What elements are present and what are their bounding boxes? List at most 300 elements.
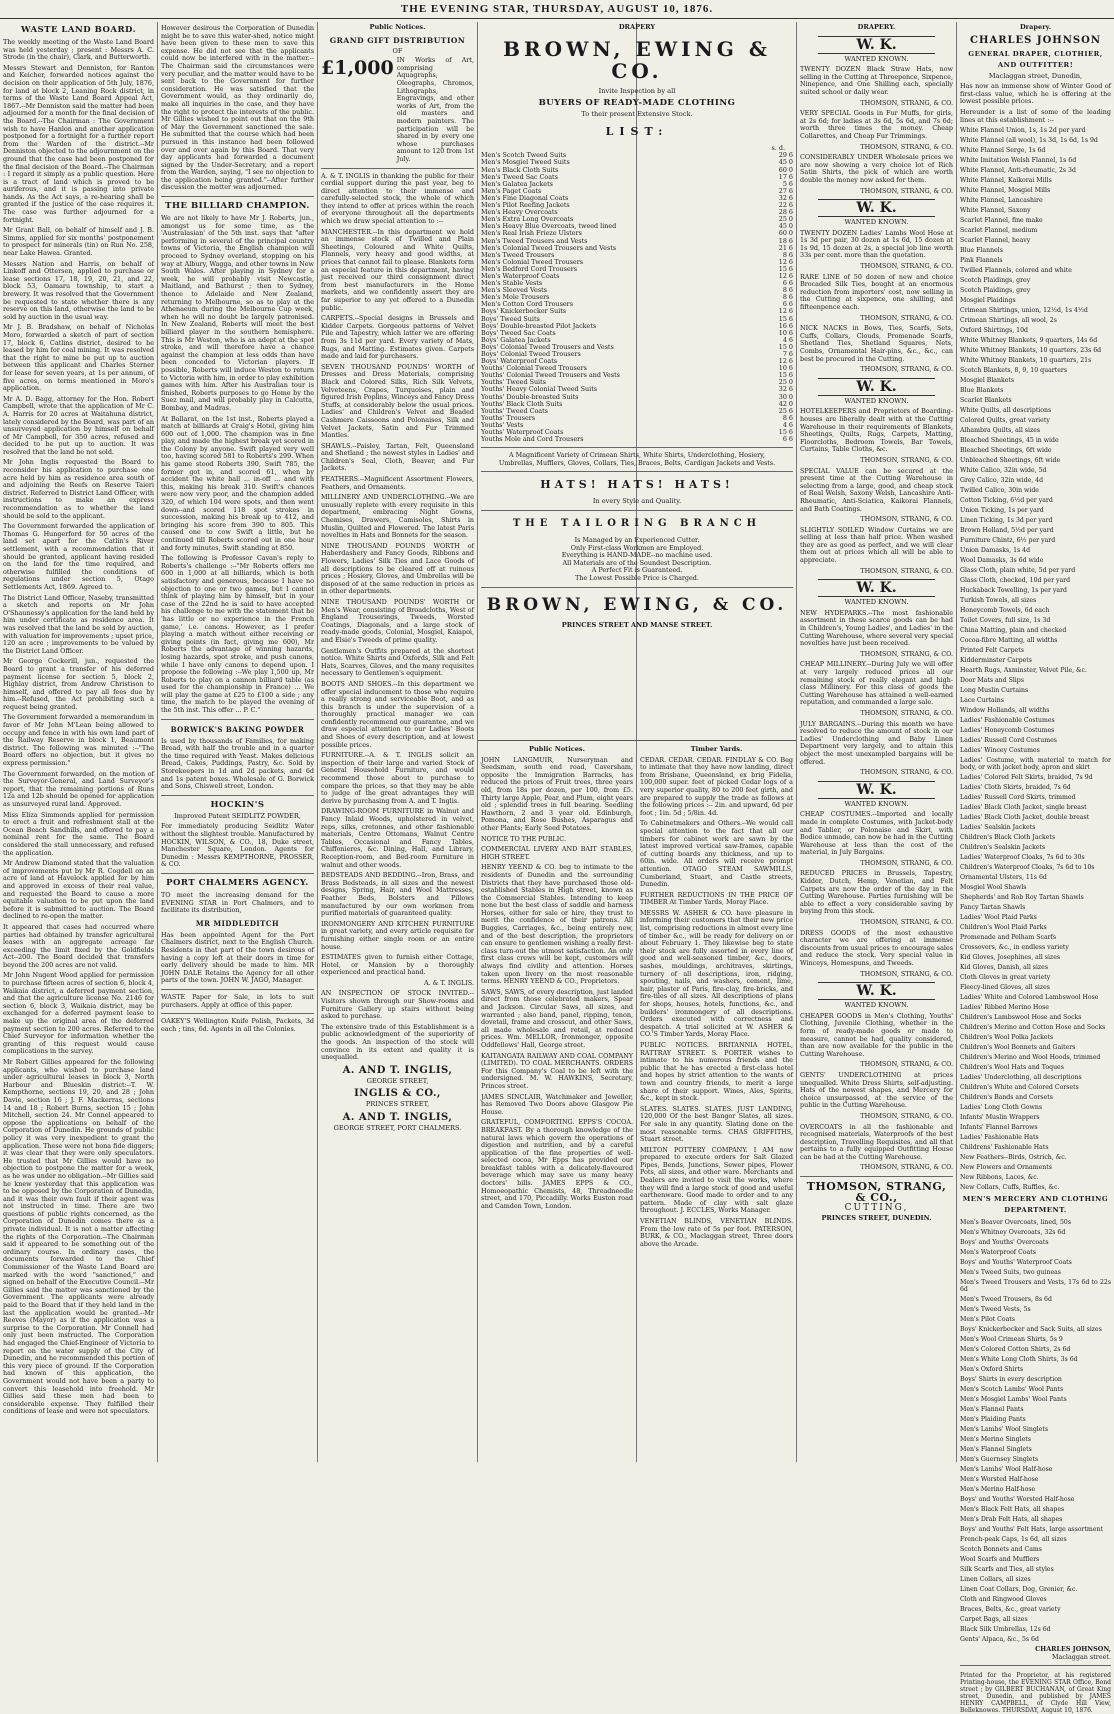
- wk-ad: CHEAP MILLINERY.--During July we will offer at very largely reduced prices all our remaining stock of really elegant and high-class Millinery. For this class of goods the Cutting Warehouse has attained a well-earned reputation, and commanded a large sale.: [800, 660, 953, 707]
- tailoring-line: Everything is HAND-MADE--no machine used.: [561, 551, 713, 560]
- list-item: White Whitney Blankets, 9 quarters, 14s 6d: [960, 337, 1098, 345]
- list-item: Ladies' Black Cloth Jacket, double breast: [960, 814, 1090, 822]
- item-name: Men's Extra Long Overcoats: [481, 215, 574, 224]
- list-item: Ladies' Honeycomb Costumes: [960, 727, 1055, 735]
- article-continued: [161, 25, 314, 192]
- wk-ad: VERY SPECIAL Goods in Fur Muffs, for girls, at 2s 6d; for ladies at 3s 6d, 5s 6d, and 7s 6d; worth three times the money. Cheap Collarettes, and Cheap Fur Trimmings.: [800, 109, 953, 140]
- list-item: White Flannel, Lancashire: [960, 197, 1043, 205]
- wk-signature: THOMSON, STRANG, & CO.: [860, 313, 953, 322]
- item-name: Youths Mole and Cord Trousers: [481, 435, 584, 444]
- wk-ad: HOTELKEEPERS and Proprietors of Boarding-houses are liberally dealt with at the Cutting Warehouse in their requirements of Blankets, Sheetings, Quilts, Rugs, Carpets, Matting, Floorcloths, Bedroom Towels, Bar Towels, Curtains, Table Cloths, &c.: [800, 407, 953, 454]
- wk-signature: THOMSON, STRANG, & CO.: [860, 365, 953, 374]
- list-item: Linen Collars, all sizes: [960, 1576, 1031, 1584]
- ad-heading: GRAND GIFT DISTRIBUTION: [329, 35, 466, 45]
- item-price: 10 6: [778, 364, 793, 373]
- list-item: Children's Wool Plaid Parks: [960, 924, 1047, 932]
- tailoring-line: The Lowest Possible Price is Charged.: [575, 573, 699, 582]
- item-price: 7 6: [782, 350, 793, 358]
- column-charles-johnson: [957, 22, 1114, 1714]
- wk-signature: THOMSON, STRANG, & CO.: [860, 262, 953, 271]
- paragraph: However desirous the Corporation of Dunedin might be to save this water-shed, notice might have been given to these men to save this expense. He did not see that the applicants could now be interfered with in the matter.--The Chairman said the circumstances were very peculiar, and the matter would have to be sent back to the Government for further consideration. He was satisfied that the Government would, as they ordinarily do, make all inquiries in the case, and they have the right to protect the interests of the public. Mr Gillies wished to point out that on the 9th of May the Government sanctioned the sale. He submitted that the course which had been pursued in this instance had been followed over and over again by this Board. That very day applicants had forwarded a document signed by the Under-Secretary, and a report from the Warden, saying, "I see no objection to the application being granted."--After further discussion the matter was adjourned.: [161, 24, 314, 192]
- list-item: Scotch Blankets, 8, 9, 10 quarters: [960, 367, 1067, 375]
- list-item: Wool Damasks, 3s 6d wide: [960, 557, 1044, 565]
- item-price: 12 6: [778, 257, 793, 266]
- list-item: Fleecy-lined Gloves, all sizes: [960, 984, 1050, 992]
- list-item: Men's Merino Half-hose: [960, 1486, 1036, 1494]
- timber-ad: MESSRS W. ASHER & CO. have pleasure in informing their customers that their new price list, comprising reductions in almost every line of timber &c., will be ready for delivery on or about February 1. They likewise beg to state their stock are fully assorted in every line of good and well-seasoned timber, &c., doors, sashes, mouldings, architraves, skirtings, turnery of all descriptions, iron, ridging, spouting, nails, and washers, cement, lime, hair, plaster of Paris, fire-clay, fire-bricks, and fire-tiles of all sizes. All descriptions of plans for shops, houses, hotels, functions, &c., and builders' ironmongery of all descriptions. Orders executed with correctness and despatch. A trial solicited at W. ASHER & CO.'S Timber Yards, Moray Place.: [640, 908, 793, 1039]
- divider: [161, 719, 314, 720]
- column-wk: [797, 22, 956, 1462]
- list-item: Men's Oxford Shirts: [960, 1366, 1024, 1374]
- list-item: Ladies' Colored Felt Skirts, braided, 7s 9d: [960, 774, 1093, 782]
- paragraph: The following is Professor Cavan's reply to Roberts's challenge :--"Mr Roberts offers me 600 in 1,000 at all billiards, which is both satisfactory and generous, because I have no objection to one or two games, but I cannot think of playing him by himself, but in your case of the 22nd he is said to have accepted his challenge to me with the statement that he 'has little or no experience in the French game,' i.e. canons. However, as I prefer playing a match without either receiving or giving points (in fact, giving me 600), Mr Roberts the advantage of winning hazards, losing hazards, spot stroke, and push canons, while I have only canons to depend upon. I propose the following :--We play 1,500 up, Mr Roberts to play on a cannon billiard table (as used for the championship in France) ... We will play the game at £25 to £100 a side ; any time, the match to be played the evening of the 5th inst. This offer ... P. C.": [161, 554, 314, 715]
- department-paragraph: NINE THOUSAND POUNDS' WORTH Of Men's Wear, consisting of Broadcloths, West of England Trouserings, Tweeds, Worsted Coatings, Diagonals, and a large stock of ready-made goods, Colonial, Mosgiel, Kaiapoi, and Elsie's Tweeds of prime quality.: [321, 597, 474, 644]
- advertiser-address: Maclaggan street, Dunedin,: [988, 71, 1083, 80]
- paragraph: At Ballarat, on the 1st inst., Roberts played a match at billiards at Craig's Hotel, giving him 600 out of 1,000. The champion was in fine play, and made the highest break yet scored in the Colony by anyone. Swift played very well too, having scored 581 to Roberts's 299. When his game stood Roberts 390, Swift 785, the former got in, and scored 61, when by accident the white ball ... in-off ... and with this, making his break 310. Swift's chances were now very poor, and the champion added 320, of which 104 were spots, and then went down--and scored 118 spot strokes in succession, making his break up to 412, and bringing his score from 390 to 805. This caused one to cow Swift a little, but he continued till Roberts scored out in one hour and forty minutes, Swift standing at 850.: [161, 414, 314, 552]
- list-item: Pink Flannels: [960, 257, 1003, 265]
- wk-signature: THOMSON, STRANG, & CO.: [860, 1060, 953, 1069]
- list-item: Childrens' Fashionable Hats: [960, 1144, 1049, 1152]
- footer-firm: THOMSON, STRANG, & CO.,: [806, 1180, 947, 1205]
- item-price: 16 6: [778, 321, 793, 330]
- list-item: Men's Scotch Lambs' Wool Pants: [960, 1386, 1064, 1394]
- section-label: DRAPERY: [618, 23, 656, 31]
- paragraph: Mr Grant Ball, on behalf of himself and J. B. Simms, applied for six months' postponement to prospect for minerals (tin) on Run No. 258, near Lake Hawea. Granted.: [3, 226, 154, 258]
- section-label: Public Notices.: [529, 745, 585, 753]
- department-paragraph: FURNITURE.--A. & T. INGLIS solicit an inspection of their large and varied Stock of General Household Furniture, and would recommend those about to purchase to compare the prices, so that they may be able to judge of the great advantages they will derive by purchasing from A. and T. Inglis.: [321, 751, 474, 805]
- wk-ad: RARE LINE of 50 dozen of new and choice Brocaded Silk Ties, bought at an enormous reduction from importers' cost, now selling in the Cutting at sixpence, one shilling, and fifteenpence each.: [800, 272, 953, 312]
- list-item: Children's Lambswool Hose and Socks: [960, 1014, 1082, 1022]
- divider: [161, 873, 314, 874]
- list-item: Scarlet Flannel, heavy: [960, 237, 1031, 245]
- notice-ad: HENRY YEEND & CO. beg to intimate to the residents of Dunedin and the surrounding Districts that they have purchased those old-established Stables in High street, known as the Commercial Stables. Intending to keep none but the best class of saddle and harness Horses, either for sale or hire, they trust to merit the confidence of their patrons. All Buggies, Carriages, &c., being entirely new, and of the best description, the proprietors can ensure to gentlemen wishing a really first-class turn-out the utmost satisfaction. An only first class crews will be kept, customers will always find civility and attention. Horses taken upon livery on the most reasonable terms. HENRY YEEND & CO., Proprietors.: [481, 863, 633, 986]
- list-item: French-peak Caps, 1s 6d, all sizes: [960, 1536, 1067, 1544]
- item-price: 10 6: [778, 328, 793, 337]
- list-item: Men's Black Felt Hats, all shapes: [960, 1506, 1065, 1514]
- timber-ad: FURTHER REDUCTIONS IN THE PRICE OF TIMBER At Timber Yards, Moray Place.: [640, 890, 793, 907]
- list-item: Scarlet Blankets: [960, 397, 1012, 405]
- wk-signature: THOMSON, STRANG, & CO.: [860, 708, 953, 717]
- list-item: Scotch Plaidings, grey: [960, 277, 1031, 285]
- list-item: Oxford Shirtings, 10d: [960, 327, 1028, 335]
- wk-ad: SPECIAL VALUE can be secured at the present time at the Cutting Warehouse in selecting from a large, good, and cheap stock of Real Welsh, Saxony Welsh, Lancashire Anti-Rheumatic, Anti-Sciatica, Kaikorai Flannels, and Bath Coatings.: [800, 466, 953, 513]
- wk-heading: W. K.: [818, 36, 935, 54]
- item-name: Boys' Tweed Suits: [481, 314, 540, 323]
- clothing-price-list: [481, 152, 793, 443]
- footer-address: PRINCES STREET, DUNEDIN.: [821, 1213, 932, 1222]
- divider: [481, 471, 793, 472]
- signature: CHARLES JOHNSON,: [1035, 1645, 1111, 1654]
- list-item: Boys' and Youths' Waterproof Coats: [960, 1259, 1072, 1267]
- list-item: Children's Wool Bonnets and Gaiters: [960, 1044, 1076, 1052]
- list-item: Ladies' Wool Plaid Parks: [960, 914, 1037, 922]
- article-heading: THE BILLIARD CHAMPION.: [165, 201, 310, 212]
- advertiser-intro: Has now an immense show of Winter Good of first-class value, which he is offering at the lowest possible prices.: [960, 82, 1111, 106]
- list-item: Promenade and Pelham Scarfs: [960, 934, 1057, 942]
- item-price: 60 0: [778, 229, 793, 238]
- advertiser-name: CHARLES JOHNSON: [970, 34, 1101, 46]
- paragraph: Messrs Nation and Harris, on behalf of Linkoff and Ottersen, applied to purchase or lease sections 17, 18, 19, 20, 21, and 22, block 53, Oamaru township, to start a brewery. It was resolved that the Government be requested to state whether there is any reserve on this land, otherwise the land to be sold by auction in the usual way.: [3, 259, 154, 321]
- list-item: Ladies' Long Cloth Gowns: [960, 1104, 1042, 1112]
- firm-address: PRINCES STREET,: [365, 1100, 430, 1109]
- paragraph: It appeared that cases had occurred where parties had obtained by transfer agricultural leases with an aggregate acreage far exceeding the limit fixed by the Goldfields Act--200. The Board decided that transfers beyond the 200 acres are not valid.: [3, 922, 154, 969]
- wk-ads: [800, 36, 953, 1172]
- list-item: Children's Merino and Cotton Hose and Socks: [960, 1024, 1106, 1032]
- department-paragraph: BOOTS AND SHOES.--In this department we offer special inducement to those who require a really strong and serviceable Boot, and as this branch is under the supervision of a thoroughly practical manager we can confidently recommend our guarantee, and we draw especial attention to our Ladies' Boots and Shoes of every description, and at lowest possible prices.: [321, 679, 474, 749]
- item-price: 25 0: [778, 378, 793, 387]
- item-price: 32 6: [778, 385, 793, 394]
- firm-name: A. AND T. INGLIS,: [342, 1112, 453, 1123]
- list-item: Boys' Shirts in every description: [960, 1376, 1062, 1384]
- list-item: Scarlet Flannel, fine make: [960, 217, 1043, 225]
- item-list-2: [960, 1219, 1111, 1643]
- paragraph: Messrs Stewart and Denniston, for Ranton and Keicher, forwarded notices against the decision on their application of 5th July, 1876, for land at block 2, Leaning Rock district, in terms of the Waste Land Board Appeal Act, 1867.--Mr Denniston said the matter had been adjourned for a month for the final decision of the Board.--The Chairman : The Government wish to have Hanlon and another application postponed for a fortnight for a further report from the Warden of the district.--Mr Denniston objected to the adjournment on the ground that the case had been postponed for the final decision of the Board.--The Chairman : I regard it simply as a public question. Here is a tract of land which is proved to be auriferous, and it is passing into private hands. As the Act says, a re-hearing shall be granted if the justice of the case requires it. The case was further adjourned for a fortnight.: [3, 63, 154, 224]
- item-price: 4 6: [782, 420, 793, 429]
- item-name: Men's Waterproof Coats: [481, 271, 560, 280]
- list-item: Boys' and Youths' Overcoats: [960, 1239, 1049, 1247]
- item-price: 25 6: [778, 406, 793, 415]
- item-name: Men's Sleeved Vests: [481, 286, 547, 295]
- notice-ads: [481, 757, 633, 1211]
- item-name: Youths' Vests: [481, 420, 524, 429]
- paragraph: The Government forwarded a memorandum in favor of Mr John M'Lean being allowed to occupy and fence in with his own land part of the Railway Reserve in block 1, Beaumont district. The following was minuted :--"The Board offers no objection, but it gives no express permission.": [3, 713, 154, 768]
- item-name: Men's Cotton Cord Trousers: [481, 300, 573, 309]
- divider: [161, 196, 314, 197]
- wk-signature: THOMSON, STRANG, & CO.: [860, 768, 953, 777]
- department-paragraph: Gentlemen's Outfits prepared at the shortest notice. White Shirts and Oxfords, Silk and Felt Hats, Scarves, Gloves, and the many requisites necessary to Gentlemen's equipment.: [321, 646, 474, 678]
- hats-sub: In every Style and Quality.: [592, 497, 682, 506]
- department-paragraph: SEVEN THOUSAND POUNDS' WORTH of Dresses and Dress Materials, comprising Black and Colored Silks, Rich Silk Velvets, Velveteens, Crapes, Turquoises, plain and figured Irish Poplins, Winceys and Fancy Dress Stuffs, at considerably below the usual prices. Ladies' and Children's Velvet and Beaded Cashmere Caissoons and Polonaises, Silk and Velvet Jackets, Satin and Fur Trimmed Mantles.: [321, 362, 474, 440]
- list-item: New Collars, Cuffs, Ruffles, &c.: [960, 1184, 1060, 1192]
- list-item: New Flowers and Ornaments: [960, 1164, 1052, 1172]
- list-item: Men's Beaver Overcoats, lined, 50s: [960, 1219, 1072, 1227]
- item-name: Youths' Double-breasted Suits: [481, 392, 579, 401]
- list-item: Men's Tweed Vests, 5s: [960, 1306, 1031, 1314]
- list-item: Scarlet Flannel, medium: [960, 227, 1038, 235]
- department-paragraph: NINE THOUSAND POUNDS WORTH of Haberdashery and Fancy Goods, Ribbons and Flowers, Ladies' Silk Ties and Lace Goods of all descriptions to be cleared off at ruinous prices ; Hosiery, Gloves, and Umbrellas will be disposed of at the same reduction in prices as in other departments.: [321, 541, 474, 596]
- paragraph: The weekly meeting of the Waste Land Board was held yesterday ; present : Messrs A. C. Strode (in the chair), Clark, and Butterworth.: [3, 38, 154, 62]
- wk-signature: THOMSON, STRANG, & CO.: [860, 858, 953, 867]
- paragraph: Mr Robert Gillies appeared for the following applicants, who wished to purchase land under agricultural leases in block 3, North Harbour and Blueskin district:--T. W. Kempthorne, sections 19, 20, and 28 ; John Davie, section 16 ; J. F. Mackerras, sections 14 and 18 ; Robert Burns, section 15 ; John Mitchell, section 24. Mr Connel appeared to oppose the applications on behalf of the Corporation of Dunedin. He grounds of public policy it was very inexpedient to grant the application. These were not bona fide diggers; it was clear that they were only speculators. He trusted that Mr Gillies would have no objection to postpone the matter for a week, as he was under no obligation.--Mr Gillies said he knew yesterday that this application was to be opposed by the Corporation of Dunedin, and it was their own fault if their agent was not instructed in time. There are two questions of public rights concerned, as the Corporation of Dunedin comes there as a private individual. It is not a matter affecting the rights of the Corporation.--The Chairman said it appeared to be something out of the ordinary course. In ordinary cases, the documents forwarded to the Chief Commissioner of the Waste Land Board are marked with the word "sanctioned," and signed on behalf of the Executive Council.--Mr Gillies said the matter was sanctioned by the Government. The applicants were already paid to the Board that if they held land in the last the application would be granted.--Mr Reeves (Mayor) as if the application was a surprise to the Corporation. Mr Connell had only just been instructed. The Corporation had engaged the Chief-Engineer of Victoria to report on the water supply of the City of Dunedin, and he recommended this portion of this very piece of ground. If the Corporation had known of this application, the Government would not have been a party to convert this leasehold into freehold. Mr Gillies said these men had been to considerable expense. They fulfilled their conditions of lease and were not speculators.: [3, 1058, 154, 1416]
- list-item: Glass Cloth, plain white, 5d per yard: [960, 567, 1076, 575]
- ad-port-chalmers-body: Has been appointed Agent for the Port Chalmers district, next to the English Church. Residents in that part of the town desirous of having a copy left at their doors in time for early delivery should be made to him. MR JOHN DALE Retains the Agency for all other parts of the town. JOHN W. JAGO, Manager.: [161, 930, 314, 985]
- item-price: 15 0: [778, 342, 793, 351]
- item-price: 29 6: [778, 151, 793, 160]
- firm-name: INGLIS & CO.,: [354, 1088, 441, 1100]
- list-item: White Imitation Welsh Flannel, 1s 6d: [960, 157, 1077, 165]
- brand-title: BROWN, EWING & CO.: [503, 36, 771, 83]
- item-name: Men's Heavy Overcoats: [481, 208, 558, 217]
- item-price: 15 6: [778, 314, 793, 323]
- list-item: Wool Scarfs and Mufflers: [960, 1556, 1040, 1564]
- paragraph: The Government forwarded, on the motion of the Surveyor-General, and Land Surveyor's report, that the remaining portions of Runs 12a and 12b should be opened for application as unsurveyed rural land. Approved.: [3, 769, 154, 808]
- list-item: Union Damasks, 1s 4d: [960, 547, 1031, 555]
- divider: [161, 795, 314, 796]
- list-item: Men's Plaiding Pants: [960, 1416, 1026, 1424]
- wanted-known: WANTED KNOWN.: [844, 54, 909, 63]
- department-paragraph: ESTIMATES given to furnish either Cottage, Hotel, or Mansion by a thoroughly experienced and practical hand.: [321, 953, 474, 977]
- list-item: Men's Merino Singlets: [960, 1436, 1031, 1444]
- list-item: Men's Lambs' Wool Singlets: [960, 1426, 1049, 1434]
- advertiser-role: GENERAL DRAPER, CLOTHIER, AND OUTFITTER!: [968, 49, 1103, 69]
- wk-signature: THOMSON, STRANG, & CO.: [860, 649, 953, 658]
- wk-ad: TWENTY DOZEN Black Straw Hats, now selling in the Cutting at Threepence, Sixpence, Ninepence, and One Shilling each, specially suited school or daily wear.: [800, 65, 953, 96]
- list-item: Men's Guernsey Singlets: [960, 1456, 1039, 1464]
- list-item: Men's Mosgiel Lambs' Wool Pants: [960, 1396, 1067, 1404]
- list-item: Crimean Shirtings, union, 12½d, 1s 4½d: [960, 307, 1088, 315]
- divider: [481, 510, 793, 511]
- list-item: Twilled Flannels, colored and white: [960, 267, 1072, 275]
- item-price: 32 6: [778, 193, 793, 202]
- gift-amount: £1,000: [321, 57, 394, 80]
- list-item: Ladies' Fashionable Costumes: [960, 717, 1055, 725]
- list-item: Shepherds' and Rob Roy Tartan Shawls: [960, 894, 1084, 902]
- list-item: White Whitney Blankets, 10 quarters, 23s 6d: [960, 347, 1102, 355]
- item-name: Boys' Colonial Tweed Trousers and Vests: [481, 342, 614, 351]
- item-name: Men's Scotch Tweed Suits: [481, 151, 567, 160]
- wk-ad: JULY BARGAINS.--During this month we have resolved to reduce the amount of stock in our Ladies' Underclothing and Baby Linen Department very largely, and to attain this object the most unexampled bargains will be offered.: [800, 719, 953, 766]
- wk-ad: NEW HYDEPARKS.--The most fashionable assortment in these scarce goods can be had in Children's, Young Ladies', and Ladies' in the Cutting Warehouse, where several very special novelties have just been received.: [800, 608, 953, 648]
- list-item: Scotch Bonnets and Cams: [960, 1546, 1042, 1554]
- list-item: Turkish Towels, all sizes: [960, 597, 1037, 605]
- ad-waste-paper: WASTE Paper for Sale, in lots to suit purchasers. Apply at office of this paper.: [161, 992, 314, 1009]
- item-name: Men's Galatea Jackets: [481, 179, 553, 188]
- wk-heading: W. K.: [818, 199, 935, 217]
- item-name: Men's Paget Coats: [481, 186, 542, 195]
- item-price: 17 6: [778, 172, 793, 181]
- item-list: [960, 127, 1111, 1191]
- list-item: Ladies' Wincey Costumes: [960, 747, 1040, 755]
- ad-oakey: OAKEY'S Wellington Knife Polish, Packets, 3d each ; tins, 6d. Agents in all the Colonies.: [161, 1017, 314, 1033]
- ad-subheading: Improved Patent SEIDLITZ POWDER,: [174, 811, 301, 820]
- tailoring-line: Only First-class Workmen are Employed.: [570, 543, 704, 552]
- signature-address: Maclaggan street.: [1052, 1652, 1111, 1661]
- firm-name: A. AND T. INGLIS,: [342, 1064, 453, 1076]
- gift-text: IN Works of Art, comprising Aquagraphs, Oleographs, Chromos, Lithographs, Engravings, and other works of Art, from the old masters and modern painters. The participation will be shared in by every one whose purchases amount to 120 from 1st July.: [396, 56, 474, 163]
- list-item: Infants' Flannel Barrows: [960, 1124, 1038, 1132]
- section-label: Drapery.: [1019, 23, 1052, 31]
- list-item: White Flannel, Saxony: [960, 207, 1031, 215]
- item-name: Men's Bedford Cord Trousers: [481, 264, 578, 273]
- timber-ad: To Cabinetmakers and Others.--We would call special attention to the fact that all our timbers for cabinet work are sawn by the latest improved vertical saw-frames, capable of cutting boards any thickness, and up to 60in. wide. All orders will receive prompt attention. OTAGO STEAM SAWMILLS, Cumberland, Stuart, and Castle streets, Dunedin.: [640, 819, 793, 889]
- wk-ad: SLIGHTLY SOILED Window Curtains we are selling at less than half price. When washed they are as good as perfect, and we will clear them out at prices which all will be able to appreciate.: [800, 525, 953, 565]
- item-name: Youths' Colonial Tweed Trousers and Vests: [481, 371, 620, 380]
- wk-ad: REDUCED PRICES in Brussels, Tapestry, Kidder, Dutch, Hemp, Venetian, and Felt Carpets are now the order of the day in the Cutting Warehouse. Parties furnishing will be able to effect a very considerable saving by buying from this stock.: [800, 869, 953, 916]
- section-label: DRAPERY.: [857, 23, 896, 31]
- list-item: Colored Quilts, great variety: [960, 417, 1050, 425]
- list-item: White Flannel, Anti-rheumatic, 2s 3d: [960, 167, 1076, 175]
- list-item: Union Ticking, 1s per yard: [960, 507, 1044, 515]
- ad-heading: HOCKIN'S: [210, 799, 265, 810]
- list-item: Gents' Alpaca, &c., 5s 6d: [960, 1636, 1039, 1644]
- inglis-departments: [321, 229, 474, 977]
- invite: Invite Inspection by all: [598, 86, 676, 95]
- department-paragraph: DRAWING-ROOM FURNITURE in Walnut and Fancy Inlaid Woods, upholstered in velvet, reps, silks, cretonnes, and other fashionable materials, Centre Ottomans, Walnut Centre Tables, Occasional and Fancy Tables, Chiffonieres, &c. Dining, Hall, and Library, Reception-room, and Bed-room Furniture in walnut and other woods.: [321, 807, 474, 869]
- wk-signature: THOMSON, STRANG, & CO.: [860, 918, 953, 927]
- price-row: [481, 415, 793, 422]
- wk-heading: W. K.: [818, 378, 935, 396]
- list-item: White Flannel Serge, 1s 6d: [960, 147, 1046, 155]
- list-item: Crossovers, &c., in endless variety: [960, 944, 1069, 952]
- item-price: 6 6: [782, 300, 793, 309]
- column-inglis: [318, 22, 477, 1462]
- wk-signature: THOMSON, STRANG, & CO.: [860, 969, 953, 978]
- list-item: White Flannel, Mosgiel Mills: [960, 187, 1051, 195]
- department-paragraph: MANCHESTER.--In this department we hold an immense stock of Twilled and Plain Sheetings, Coloured and White Quilts, Flannels, very heavy and good widths, at prices that cannot fail to please. Blankets form an especial feature in this department, having just received our third consignment direct from best manufacturers in the Home markets, and we confidently assert they are far superior to any yet offered to a Dunedin public.: [321, 227, 474, 312]
- department-paragraph: MILLINERY AND UNDERCLOTHING.--We are unusually replete with every requisite in this department, embracing Night Gowns, Chemises, Drawers, Camisoles, Shirts in Muslin, Quilted and Flowered. The latest Paris novelties in Hats and Bonnets for the season.: [321, 493, 474, 540]
- list-item: Children's Merino and Wool Hoods, trimmed: [960, 1054, 1101, 1062]
- list-item: Ladies' Russell Cord Skirts, trimmed: [960, 794, 1076, 802]
- paragraph: Mr John Inglis requested the Board to reconsider his application to purchase one acre held by him as residence area south of and adjoining the Reefs on Reserve Taieri district. Referred to District Land Officer, with instructions to make an express recommendation as to whether the land should be sold to the applicant.: [3, 458, 154, 520]
- item-name: Men's Tweed Trousers and Vests: [481, 236, 588, 245]
- brand-address: PRINCES STREET AND MANSE STREET.: [561, 620, 713, 629]
- list-item: White Calico, 32in wide, 5d: [960, 467, 1047, 475]
- divider: [481, 587, 793, 588]
- article-body: [3, 39, 154, 1416]
- item-price: 45 0: [778, 222, 793, 231]
- item-name: Boys' Double-breasted Pilot Jackets: [481, 321, 597, 330]
- list-item: Bleached Sheetings, 6ft wide: [960, 447, 1052, 455]
- list-item: Grey Calico, 32in wide, 4d: [960, 477, 1044, 485]
- item-name: Men's Tweed Trousers: [481, 250, 555, 259]
- list-item: White Flannel, Kaikorai Mills: [960, 177, 1052, 185]
- paragraph: Mr John Nugent Wood applied for permission to purchase fifteen acres of section 6, block 4, Waikaia district, a deferred payment section, and that the agriculture license No. 2146 for section 6, block 3, Waikaia district, may be exchanged for a deferred payment lease to make up the original area of the deferred payment section to 200 acres. Referred to the Chief Surveyor for information whether the granting of this request would cause complications in the survey.: [3, 971, 154, 1056]
- inglis-invite: AN INSPECTION OF STOCK INVITED.--Visitors shown through our Show-rooms and Furniture Gallery up stairs without being asked to purchase.: [321, 989, 474, 1021]
- divider: [481, 447, 793, 448]
- price-row: [481, 436, 793, 443]
- list-item: Door Mats and Slips: [960, 677, 1024, 685]
- list-item: Ladies' Black Cloth Jacket, single breast: [960, 804, 1087, 812]
- list-item: Blue Flannels: [960, 247, 1003, 255]
- tailoring-line: Is Managed by an Experienced Cutter.: [574, 536, 700, 544]
- list-item: Infants' Muslin Wrappers: [960, 1114, 1040, 1122]
- list-item: Men's White Long Cloth Shirts, 3s 6d: [960, 1356, 1078, 1364]
- wk-heading: W. K.: [818, 982, 935, 1000]
- list-item: Linen Coat Collars, Dog, Grenier, &c.: [960, 1586, 1078, 1594]
- column-brown-ewing: [478, 22, 796, 742]
- list-item: Men's Colored Cotton Shirts, 2s 6d: [960, 1346, 1071, 1354]
- tailoring-line: All Materials are of the Soundest Description.: [562, 558, 712, 567]
- list-item: Huckaback Towelling, 1s per yard: [960, 587, 1067, 595]
- divider: [960, 1665, 1111, 1666]
- list-item: Crimean Shirtings, all wool, 2s: [960, 317, 1057, 325]
- notice-ad: KAITANGATA RAILWAY AND COAL COMPANY (LIMITED). TO COAL MERCHANTS. ORDERS For this Company's Coal to be left with the undersigned. M. W. HAWKINS, Secretary, Princes street.: [481, 1051, 633, 1090]
- list-item: Kid Gloves, Josephines, all sizes: [960, 954, 1061, 962]
- wk-signature: THOMSON, STRANG, & CO.: [860, 455, 953, 464]
- list-item: Kidderminster Carpets: [960, 657, 1032, 665]
- item-name: Men's Mole Trousers: [481, 293, 550, 302]
- item-name: Youths' Trousers: [481, 413, 536, 422]
- item-name: Youths' Tweed Coats: [481, 406, 548, 415]
- divider: [800, 1176, 953, 1177]
- list-item: Men's Tweed Trousers and Vests, 17s 6d to 22s 6d: [960, 1279, 1111, 1294]
- department-paragraph: BEDSTEADS AND BEDDING.--Iron, Brass, and Brass Bedsteads, in all sizes and the newest designs, Spring, Hair, and Wool Mattresses, Feather Beds, Bolsters and Pillows manufactured by our own workmen from purified materials of guaranteed quality.: [321, 871, 474, 918]
- masthead: THE EVENING STAR, THURSDAY, AUGUST 10, 1876.: [0, 0, 1114, 19]
- wk-ad: OVERCOATS in all the fashionable and recognised materials, Waterproofs of the best description, Travelling Requisites, and all that pertains to a fully equipped Outfitting House can be had at the Cutting Warehouse.: [800, 1122, 953, 1161]
- item-price: 6 6: [782, 435, 793, 444]
- list-item: New Feathers--Birds, Ostrich, &c.: [960, 1154, 1067, 1162]
- list-item: Men's Tweed Suits, two guineas: [960, 1269, 1061, 1277]
- ad-borwick: Is used by thousands of Families, for making Bread, with half the trouble and in a quarter the time required with Yeast. Makes delicious Bread, Cakes, Puddings, Pastry, &c. Sold by Storekeepers in 1d and 2d packets, and 6d and 1s patent boxes. Wholesale of G. Borwick and Sons, Chiswell street, London.: [161, 736, 314, 791]
- hats-heading: HATS! HATS! HATS!: [540, 478, 734, 492]
- list-item: Kid Gloves, Danish, all sizes: [960, 964, 1049, 972]
- list-item: Boys' and Youths' Felt Hats, large assortment: [960, 1526, 1103, 1534]
- item-price: 30 0: [778, 392, 793, 401]
- timber-ad: VENETIAN BLINDS, VENETIAN BLINDS. From the low rate of 5s per foot. PATERSON, BURK, & CO., Maclaggan street, Three doors above the Arcade.: [640, 1217, 793, 1248]
- tailoring-heading: THE TAILORING BRANCH: [512, 518, 762, 529]
- divider: [321, 168, 474, 169]
- list-item: Ornamental Ulsters, 11s 6d: [960, 874, 1047, 882]
- wk-signature: THOMSON, STRANG, & CO.: [860, 142, 953, 151]
- inglis-intro: A. & T. INGLIS in thanking the public for their cordial support during the past year, beg to direct attention to their immense and carefully-selected stock, the whole of which they intend to offer at prices within the reach of everyone throughout all the departments which we draw special attention to :--: [321, 171, 474, 226]
- list-title: LIST:: [605, 124, 669, 138]
- list-item: White Flannel Union, 1s, 1s 2d per yard: [960, 127, 1086, 135]
- wk-signature: THOMSON, STRANG, & CO.: [860, 566, 953, 575]
- item-price: 15 6: [778, 371, 793, 380]
- list-item: Boys' and Youths' Worsted Half-hose: [960, 1496, 1075, 1504]
- item-price: 18 6: [778, 236, 793, 245]
- section-label: Public Notices.: [369, 23, 426, 31]
- item-price: 15 6: [778, 428, 793, 437]
- wanted-known: WANTED KNOWN.: [844, 218, 909, 227]
- item-price: 28 6: [778, 208, 793, 217]
- list-item: Carpet Bags, all sizes: [960, 1616, 1028, 1624]
- notice-ad: SAWS, SAWS, of every description, just landed direct from those celebrated makers, Spear and Jackson. Circular Saws, all sizes, and warranted ; also band, panel, ripping, tenon, dovetail, frame and crosscut, and other Saws, all made wholesale and retail, at reduced prices. Wm. MELLOR, Ironmonger, opposite Oddfellows' Hall, George street.: [481, 987, 633, 1049]
- paragraph: Miss Eliza Simmonds applied for permission to erect a fruit and refreshment stall at the Ocean Beach Sandhills, and offered to pay a nominal rent for the same. The Board considered the stall unnecessary, and refused the application.: [3, 810, 154, 857]
- item-name: Men's Colonial Tweed Trousers: [481, 257, 584, 266]
- list-item: Black Silk Umbrellas, 12s 6d: [960, 1626, 1051, 1634]
- timber-ad: CEDAR. CEDAR. CEDAR. FINDLAY & CO. Beg to intimate that they have now landing, direct from Brisbane, Queensland, ex brig Fidelia, 100,000 super. feet of picked Cedar logs of a very superior quality, 80 to 200 feet girth, and are prepared to supply the trade as follows at the following prices :-- 2in. and upward, 6d per foot ; 1in. 5d ; 5/8in. 4d.: [640, 755, 793, 817]
- item-price: 25 0: [778, 215, 793, 224]
- list-item: Children's Bands and Corsets: [960, 1094, 1053, 1102]
- item-price: 8 6: [782, 413, 793, 422]
- brand-title-2: BROWN, EWING, & CO.: [486, 594, 788, 615]
- department-paragraph: IRONMONGERY AND KITCHEN FURNITURE in great variety, and every article requisite for furnishing either single room or an entire house.: [321, 919, 474, 951]
- department-paragraph: SHAWLS.--Paisley, Tartan, Felt, Queensland and Shetland ; the newest styles in Ladies' and Children's Seal, Cloth, Beaver, and Fur Jackets.: [321, 441, 474, 473]
- item-price: 21 6: [778, 243, 793, 252]
- list-item: Men's Lambs' Wool Half-hose: [960, 1466, 1053, 1474]
- list-item: Toilet Covers, full size, 1s 3d: [960, 617, 1051, 625]
- list-item: Men's Worsted Half-hose: [960, 1476, 1039, 1484]
- list-item: Boys' Knickerbocker and Sack Suits, all sizes: [960, 1326, 1102, 1334]
- notice-ad: NOTICE TO THE PUBLIC.: [481, 834, 566, 843]
- list-item: Ladies' Fashionable Hats: [960, 1134, 1039, 1142]
- item-name: Men's Mosgiel Tweed Suits: [481, 158, 570, 167]
- timber-ad: PUBLIC NOTICES. BRITANNIA HOTEL, RATTRAY STREET. S. PORTER wishes to intimate to his numerous friends and the public that he has erected a first-class hotel and hopes by strict attention to the wants of town and country friends, to merit a large share of their support. Wines, Ales, Spirits, &c., kept in stock.: [640, 1040, 793, 1103]
- item-name: Boys' Waterproof Coats: [481, 357, 558, 366]
- price-header: s. d.: [771, 143, 785, 152]
- item-price: 4 6: [782, 335, 793, 344]
- item-price: 8 6: [782, 293, 793, 302]
- wk-signature: THOMSON, STRANG, & CO.: [860, 98, 953, 107]
- item-name: Men's Real Irish Frieze Ulsters: [481, 229, 582, 238]
- wk-heading: W. K.: [818, 579, 935, 597]
- ad-heading: PORT CHALMERS AGENCY.: [166, 877, 309, 888]
- list-item: Children's White and Colored Corsets: [960, 1084, 1079, 1092]
- list-item: White Flannel (all wool), 1s 3d, 1s 6d, 1s 9d: [960, 137, 1098, 145]
- list-item: Cotton Ticking, 6½d per yard: [960, 497, 1053, 505]
- item-price: 8 6: [782, 286, 793, 295]
- firm-address: GEORGE STREET,: [366, 1076, 429, 1085]
- wk-signature: THOMSON, STRANG, & CO.: [860, 1111, 953, 1120]
- timber-ad: SLATES. SLATES. SLATES. JUST LANDING, 120,000 Of the best Bangor Slates, all sizes. For sale in any quantity. Slating done on the most reasonable terms. CHAS GRIFFITHS, Stuart street.: [640, 1104, 793, 1144]
- tailoring-lines: [481, 537, 793, 583]
- wk-ad: TWENTY DOZEN Ladies' Lambs Wool Hose at 1s 3d per pair, 30 dozen at 1s 6d, 15 dozen at 1s 9d, 15 dozen at 2s, a special job line worth 33s per cent. more than the quotation.: [800, 228, 953, 260]
- notice-ad: GRATEFUL, COMFORTING. EPPS'S COCOA. BREAKFAST. By a thorough knowledge of the natural laws which govern the operations of digestion and nutrition, and by a careful application of the fine properties of well-selected cocoa, Mr Epps has provided our breakfast tables with a delicately-flavoured beverage which may save us many heavy doctors' bills. JAMES EPPS & CO., Homoeopathic Chemists, 48, Threadneedle street, and 170, Piccadilly. Works Euston road and Camden Town, London.: [481, 1118, 633, 1210]
- item-price: 8 6: [782, 250, 793, 259]
- item-name: Boys' Galatea Jackets: [481, 335, 551, 344]
- column-billiard: [158, 22, 317, 1462]
